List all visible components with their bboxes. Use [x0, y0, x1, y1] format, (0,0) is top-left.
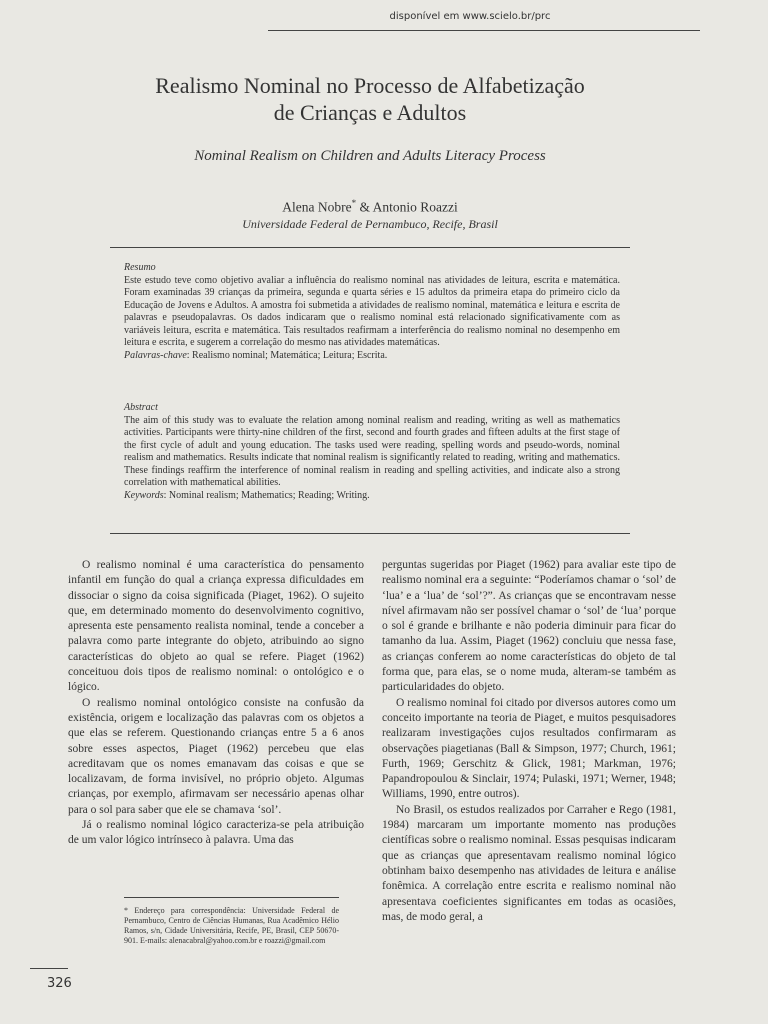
- body-paragraph: O realismo nominal é uma característica do pensamento infantil em função do qual a criança expressa dificuldades em dissociar o signo da coisa significada (Piaget, 1962). O sujeito que, em determinado momento do desenvolvimento cognitivo, apresenta este pensamento realista nominal, tende a conceber a palavra como parte integrante do objeto, atribuindo ao signo características do objeto ao qual se refere. Piaget (1962) conceituou dois tipos de realismo nominal: o ontológico e o lógico.: [68, 559, 364, 694]
- page-number: 326: [47, 976, 72, 991]
- body-paragraph: Já o realismo nominal lógico caracteriza-se pela atribuição de um valor lógico intrínseco à palavra. Uma das: [68, 819, 364, 847]
- affiliation: Universidade Federal de Pernambuco, Recife, Brasil: [242, 217, 498, 231]
- resumo-heading: Resumo: [124, 262, 156, 273]
- correspondence-footnote: * Endereço para correspondência: Universidade Federal de Pernambuco, Centro de Ciências Humanas, Rua Acadêmico Hélio Ramos, s/n, Cidade Universitária, Recife, PE, Brasil, CEP 50670-901. E-mails: alenacabral@yahoo.com.br e roazzi@gmail.com: [124, 906, 339, 945]
- resumo-keywords-text: : Realismo nominal; Matemática; Leitura; Escrita.: [186, 349, 388, 361]
- authors: [110, 198, 630, 216]
- abstract-keywords-text: : Nominal realism; Mathematics; Reading; Writing.: [163, 489, 370, 501]
- body-column-left: [68, 558, 364, 849]
- header-rule: [268, 30, 700, 31]
- author-rest: & Antonio Roazzi: [356, 199, 458, 215]
- page-number-rule: [30, 968, 68, 969]
- resumo-keywords: [124, 350, 620, 363]
- resumo-text: Este estudo teve como objetivo avaliar a influência do realismo nominal nas atividades de leitura, escrita e matemática. Foram examinadas 39 crianças da primeira, segunda e quarta séries e 15 adultos da primeira etapa do primeiro ciclo da Educação de Jovens e Adultos. A amostra foi submetida a atividades de realismo nominal, matemática e leitura e escrita de palavras e pseudopalavras. Os dados indicaram que o realismo nominal está relacionado significativamente com as variáveis leitura, escrita e matemática. Tais resultados reafirmam a interferência do realismo nominal no desempenho em leitura e escrita, e sugerem a correlação do mesmo nas atividades matemáticas.: [124, 274, 620, 348]
- abstract-keywords-label: Keywords: [124, 489, 164, 501]
- abstract-text: The aim of this study was to evaluate the relation among nominal realism and reading, writing as well as mathematics activities. Participants were thirty-nine children of the first, second and fourth grades and fifteen adults at the first stage of the first cycle of adult and young education. The tasks used were reading, spelling words and pseudo-words, nominal realism and mathematics. Results indicate that nominal realism is significantly related to reading, writing and mathematics. These findings reaffirm the interference of nominal realism in reading and spelling activities, and indicate also a strong correlation with mathematical abilities.: [124, 414, 620, 488]
- resumo-block: [124, 262, 620, 362]
- english-title: Nominal Realism on Children and Adults Literacy Process: [194, 148, 546, 164]
- abstract-block: [124, 402, 620, 502]
- abstract-keywords: [124, 490, 620, 503]
- article-title: [110, 72, 630, 126]
- body-paragraph: perguntas sugeridas por Piaget (1962) para avaliar este tipo de realismo nominal era a seguinte: “Poderíamos chamar o ‘sol’ de ‘lua’ e a ‘lua’ de ‘sol’?”. As crianças que se encontravam nesse nível afirmavam não ser possível chamar o ‘sol’ de ‘lua’ porque o sol é grande e brilhante e não poderia diminuir para ficar do tamanho da lua. Assim, Piaget (1962) concluiu que nessa fase, as crianças conferem ao nome características do objeto de tal forma que, para elas, se o nome muda, alteram-se também as particularidades do objeto.: [382, 559, 676, 694]
- title-line-1: Realismo Nominal no Processo de Alfabetização: [155, 73, 585, 98]
- footnote-rule: [124, 897, 339, 898]
- body-paragraph: O realismo nominal foi citado por diversos autores como um conceito importante na teoria de Piaget, e muitos pesquisadores realizaram investigações cujos resultados confirmaram as observações piagetianas (Ball & Simpson, 1977; Church, 1961; Furth, 1969; Gerschitz & Glick, 1981; Markman, 1976; Papandropoulou & Sinclair, 1974; Pulaski, 1971; Werner, 1948; Williams, 1990, entre outros).: [382, 696, 676, 801]
- title-line-2: de Crianças e Adultos: [273, 100, 467, 125]
- body-paragraph: No Brasil, os estudos realizados por Carraher e Rego (1981, 1984) marcaram um importante momento nas produções científicas sobre o realismo nominal. Essas pesquisas indicaram que as crianças que apresentavam realismo nominal lógico obtinham baixo desempenho nas atividades de leitura e análise fonêmica. A correlação entre escrita e realismo nominal não apresentava coeficientes significantes em todas as ocasiões, mas, de modo geral, a: [382, 803, 676, 923]
- abstract-heading: Abstract: [124, 402, 158, 413]
- resumo-keywords-label: Palavras-chave: [124, 349, 187, 361]
- source-header: disponível em www.scielo.br/prc: [389, 11, 551, 22]
- body-paragraph: O realismo nominal ontológico consiste na confusão da existência, origem e localização das palavras com os objetos a que elas se referem. Questionando crianças entre 5 a 6 anos sobre esses aspectos, Piaget (1962) percebeu que elas acreditavam que os nomes emanavam das coisas e que se localizavam, de forma invisível, no próprio objeto. Algumas crianças, por exemplo, afirmavam ser necessário apenas olhar para o sol para saber que ele se chamava ‘sol’.: [68, 696, 364, 816]
- body-column-right: [382, 558, 676, 925]
- abstract-bottom-rule: [110, 533, 630, 534]
- author-first: Alena Nobre: [282, 199, 352, 215]
- abstract-top-rule: [110, 247, 630, 248]
- author-footnote-marker: *: [351, 198, 357, 208]
